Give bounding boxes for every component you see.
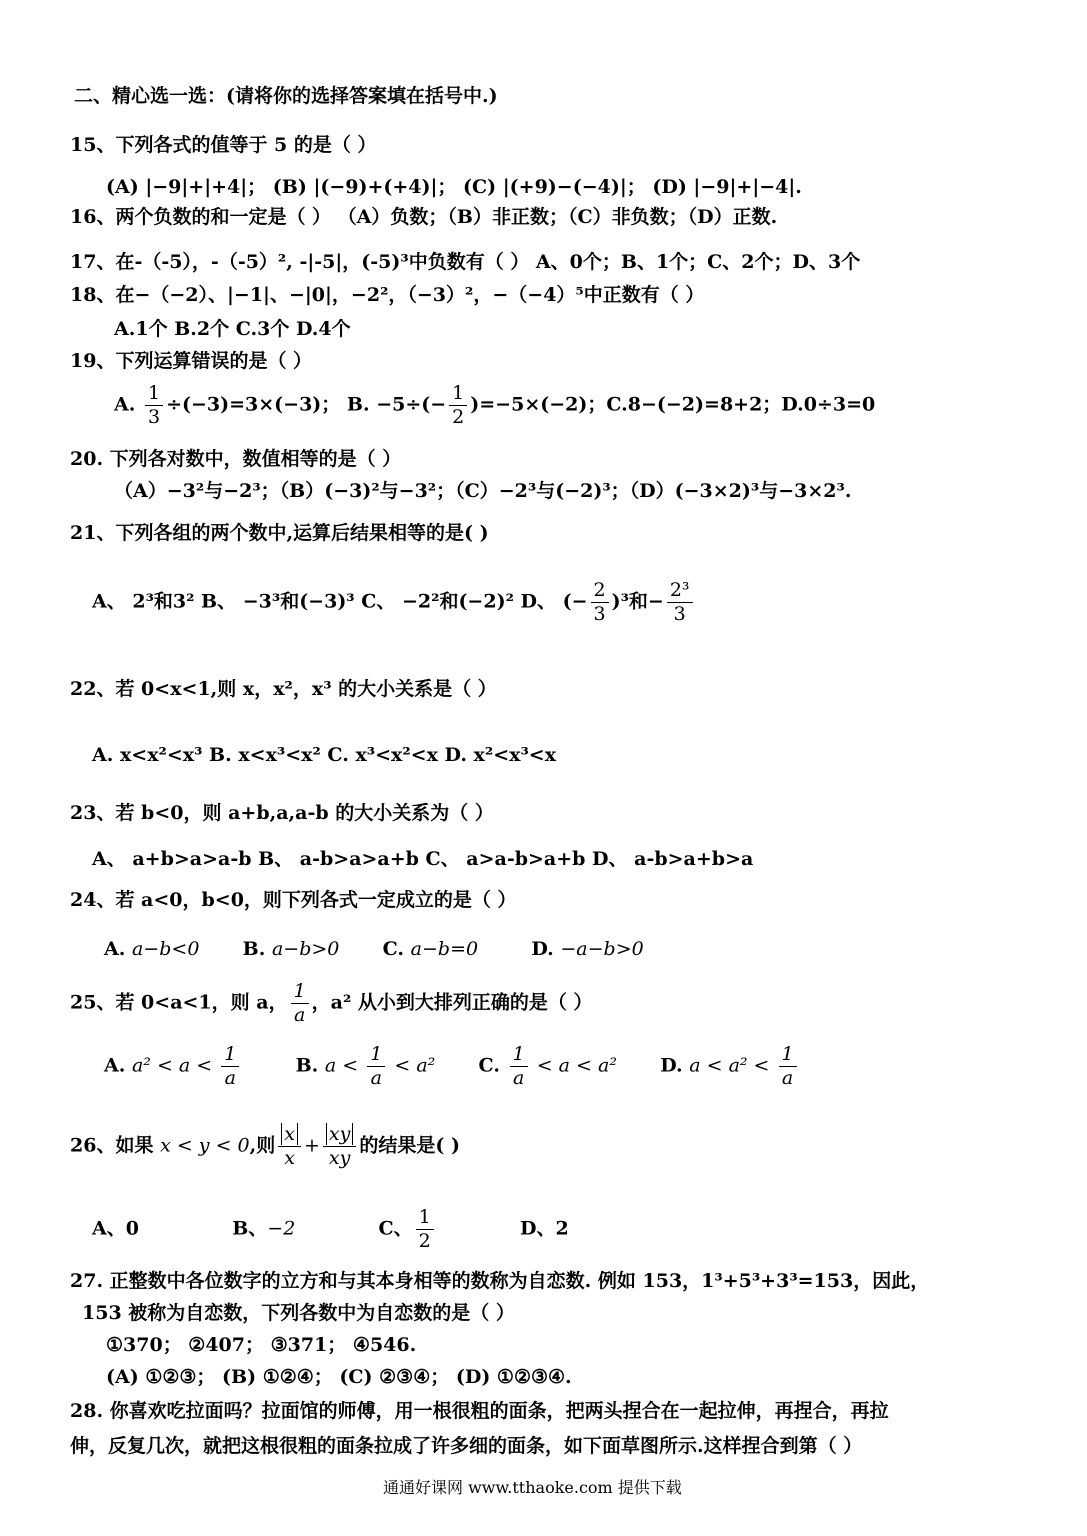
q27-line-1: 27. 正整数中各位数字的立方和与其本身相等的数称为自恋数. 例如 153，1³+5³+3³=153，因此， xyxy=(70,1270,930,1292)
q26-stem xyxy=(70,1125,460,1168)
q18-options: A.1个 B.2个 C.3个 D.4个 xyxy=(114,318,351,340)
q26-condition: x < y < 0 xyxy=(160,1134,250,1157)
q18-stem: 18、在−（−2）、|−1|、−|0|，−2²，（−3）²，−（−4）⁵中正数有（ ） xyxy=(70,284,705,306)
q25-stem-fraction xyxy=(291,982,309,1025)
q26-stem-pre: 26、如果 xyxy=(70,1134,154,1157)
q25-stem-post: ，a² 从小到大排列正确的是（ ） xyxy=(311,991,593,1014)
q25-option-c-fraction xyxy=(510,1045,528,1088)
q23-options: A、 a+b>a>a-b B、 a-b>a>a+b C、 a>a-b>a+b D、 a-b>a+b>a xyxy=(92,848,754,870)
q25-label-d: D. xyxy=(660,1054,683,1077)
q26-fraction-2 xyxy=(323,1125,356,1168)
q25-stem-fraction-num: 1 xyxy=(291,982,309,1004)
q26-option-c-num: 1 xyxy=(416,1208,434,1230)
q21-fraction-d1-den: 3 xyxy=(593,603,606,625)
q26-option-d: D、2 xyxy=(520,1217,569,1240)
q26-stem-post: 的结果是( ) xyxy=(359,1134,460,1157)
q26-fraction-1-num: x xyxy=(281,1123,298,1145)
q21-options xyxy=(92,581,696,624)
q15-options: (A) |−9|+|+4|； (B) |(−9)+(+4)|； (C) |(+9)−(−4)|； (D) |−9|+|−4|. xyxy=(106,176,802,198)
q25-stem-fraction-den: a xyxy=(293,1004,306,1026)
q26-option-c-den: 2 xyxy=(418,1230,431,1252)
q26-options xyxy=(92,1208,569,1251)
q25-option-c-post: < a < a² xyxy=(530,1054,617,1077)
q23-stem: 23、若 b<0，则 a+b,a,a-b 的大小关系为（ ） xyxy=(70,802,494,824)
q26-fraction-1-den: x xyxy=(284,1147,295,1169)
q24-label-b: B. xyxy=(242,938,266,960)
q26-stem-then: ,则 xyxy=(249,1134,276,1157)
q26-label-c: C、 xyxy=(378,1217,413,1240)
q27-line-2: 153 被称为自恋数，下列各数中为自恋数的是（ ） xyxy=(82,1302,515,1324)
q16-stem: 16、两个负数的和一定是（ ） （A）负数；（B）非正数；（C）非负数；（D）正数. xyxy=(70,206,778,228)
q19-fraction-b xyxy=(449,384,467,427)
q25-option-a-text: a² < a < xyxy=(131,1054,219,1077)
q25-option-c-den: a xyxy=(512,1067,525,1089)
q25-option-a-num: 1 xyxy=(221,1045,239,1067)
q19-text-rest: )=−5×(−2)；C.8−(−2)=8+2；D.0÷3=0 xyxy=(470,393,876,416)
q28-line-1: 28. 你喜欢吃拉面吗？拉面馆的师傅，用一根很粗的面条，把两头捏合在一起拉伸，再捏合，再拉 xyxy=(70,1400,889,1422)
q21-options-abc: A、 2³和3² B、 −3³和(−3)³ C、 −2²和(−2)² D、 (− xyxy=(92,590,588,613)
section-title: 二、精心选一选：(请将你的选择答案填在括号中.) xyxy=(74,85,498,107)
q24-option-c: a−b=0 xyxy=(410,938,479,960)
q22-stem: 22、若 0<x<1,则 x，x²，x³ 的大小关系是（ ） xyxy=(70,678,497,700)
q26-label-b: B、 xyxy=(232,1217,268,1240)
q22-options: A. x<x²<x³ B. x<x³<x² C. x³<x²<x D. x²<x³<x xyxy=(92,744,557,766)
q25-option-a-den: a xyxy=(224,1067,236,1089)
q28-line-2: 伸，反复几次，就把这根很粗的面条拉成了许多细的面条，如下面草图所示.这样捏合到第（ ） xyxy=(70,1435,863,1457)
q25-option-b-fraction xyxy=(367,1045,385,1088)
q25-option-d-num: 1 xyxy=(779,1045,797,1067)
q24-option-d: −a−b>0 xyxy=(560,938,644,960)
q25-option-b-pre: a < xyxy=(324,1054,365,1077)
q25-options xyxy=(104,1045,800,1088)
q26-fraction-2-den: xy xyxy=(328,1147,351,1169)
q21-fraction-d2 xyxy=(667,581,693,624)
q21-fraction-d2-den: 3 xyxy=(673,603,686,625)
q26-option-b: −2 xyxy=(267,1217,296,1240)
q19-fraction-b-num: 1 xyxy=(449,384,467,406)
q25-option-c-num: 1 xyxy=(510,1045,528,1067)
q21-fraction-d1 xyxy=(591,581,609,624)
q26-option-c-fraction xyxy=(416,1208,434,1251)
q24-label-a: A. xyxy=(104,938,126,960)
q25-label-a: A. xyxy=(104,1054,126,1077)
q25-option-a-fraction xyxy=(221,1045,239,1088)
q21-fraction-d2-num: 2³ xyxy=(667,581,693,603)
q25-option-d-den: a xyxy=(781,1067,794,1089)
q24-stem: 24、若 a<0，b<0，则下列各式一定成立的是（ ） xyxy=(70,889,517,911)
q24-label-c: C. xyxy=(382,938,405,960)
q20-options: （A）−3²与−2³；（B）(−3)²与−3²；（C）−2³与(−2)³；（D）(−3×2)³与−3×2³. xyxy=(114,480,852,502)
q26-plus: + xyxy=(303,1134,320,1157)
q25-label-c: C. xyxy=(478,1054,500,1077)
q26-fraction-2-num-wrap xyxy=(323,1125,356,1147)
q25-label-b: B. xyxy=(295,1054,319,1077)
q24-label-d: D. xyxy=(531,938,554,960)
q17-stem: 17、在-（-5），-（-5）², -|-5|，(-5)³中负数有（ ） A、0个；B、1个；C、2个；D、3个 xyxy=(70,251,861,273)
q25-stem xyxy=(70,982,593,1025)
q26-fraction-1-num-wrap xyxy=(278,1125,301,1147)
q19-label-a: A. xyxy=(114,393,136,416)
q19-fraction-a-num: 1 xyxy=(145,384,163,406)
q25-option-b-den: a xyxy=(370,1067,382,1089)
q21-stem: 21、下列各组的两个数中,运算后结果相等的是( ) xyxy=(70,522,489,544)
q25-option-d-fraction xyxy=(779,1045,797,1088)
q20-stem: 20. 下列各对数中，数值相等的是（ ） xyxy=(70,448,402,470)
q21-fraction-d1-num: 2 xyxy=(591,581,609,603)
q27-line-3: ①370； ②407； ③371； ④546. xyxy=(106,1334,417,1356)
q27-line-4: (A) ①②③； (B) ①②④； (C) ②③④； (D) ①②③④. xyxy=(106,1366,572,1388)
q19-options xyxy=(114,384,875,427)
q26-option-a: A、0 xyxy=(92,1217,139,1240)
q24-option-a: a−b<0 xyxy=(131,938,200,960)
q24-option-b: a−b>0 xyxy=(271,938,340,960)
q19-fraction-b-den: 2 xyxy=(452,406,465,428)
q25-option-b-post: < a² xyxy=(388,1054,436,1077)
q26-fraction-1 xyxy=(278,1125,301,1168)
page-footer: 通通好课网 www.tthaoke.com 提供下载 xyxy=(383,1478,682,1497)
q19-stem: 19、下列运算错误的是（ ） xyxy=(70,350,313,372)
q25-option-b-num: 1 xyxy=(367,1045,385,1067)
q19-text-ab: ÷(−3)=3×(−3)； B. −5÷(− xyxy=(166,393,447,416)
q25-option-d-pre: a < a² < xyxy=(689,1054,776,1077)
q21-text-d: )³和− xyxy=(611,590,664,613)
q25-stem-pre: 25、若 0<a<1，则 a， xyxy=(70,991,288,1014)
q24-options xyxy=(104,940,644,959)
q19-fraction-a xyxy=(145,384,163,427)
q19-fraction-a-den: 3 xyxy=(147,406,161,428)
q15-stem: 15、下列各式的值等于 5 的是（ ） xyxy=(70,134,377,156)
q26-fraction-2-num: xy xyxy=(326,1123,353,1145)
